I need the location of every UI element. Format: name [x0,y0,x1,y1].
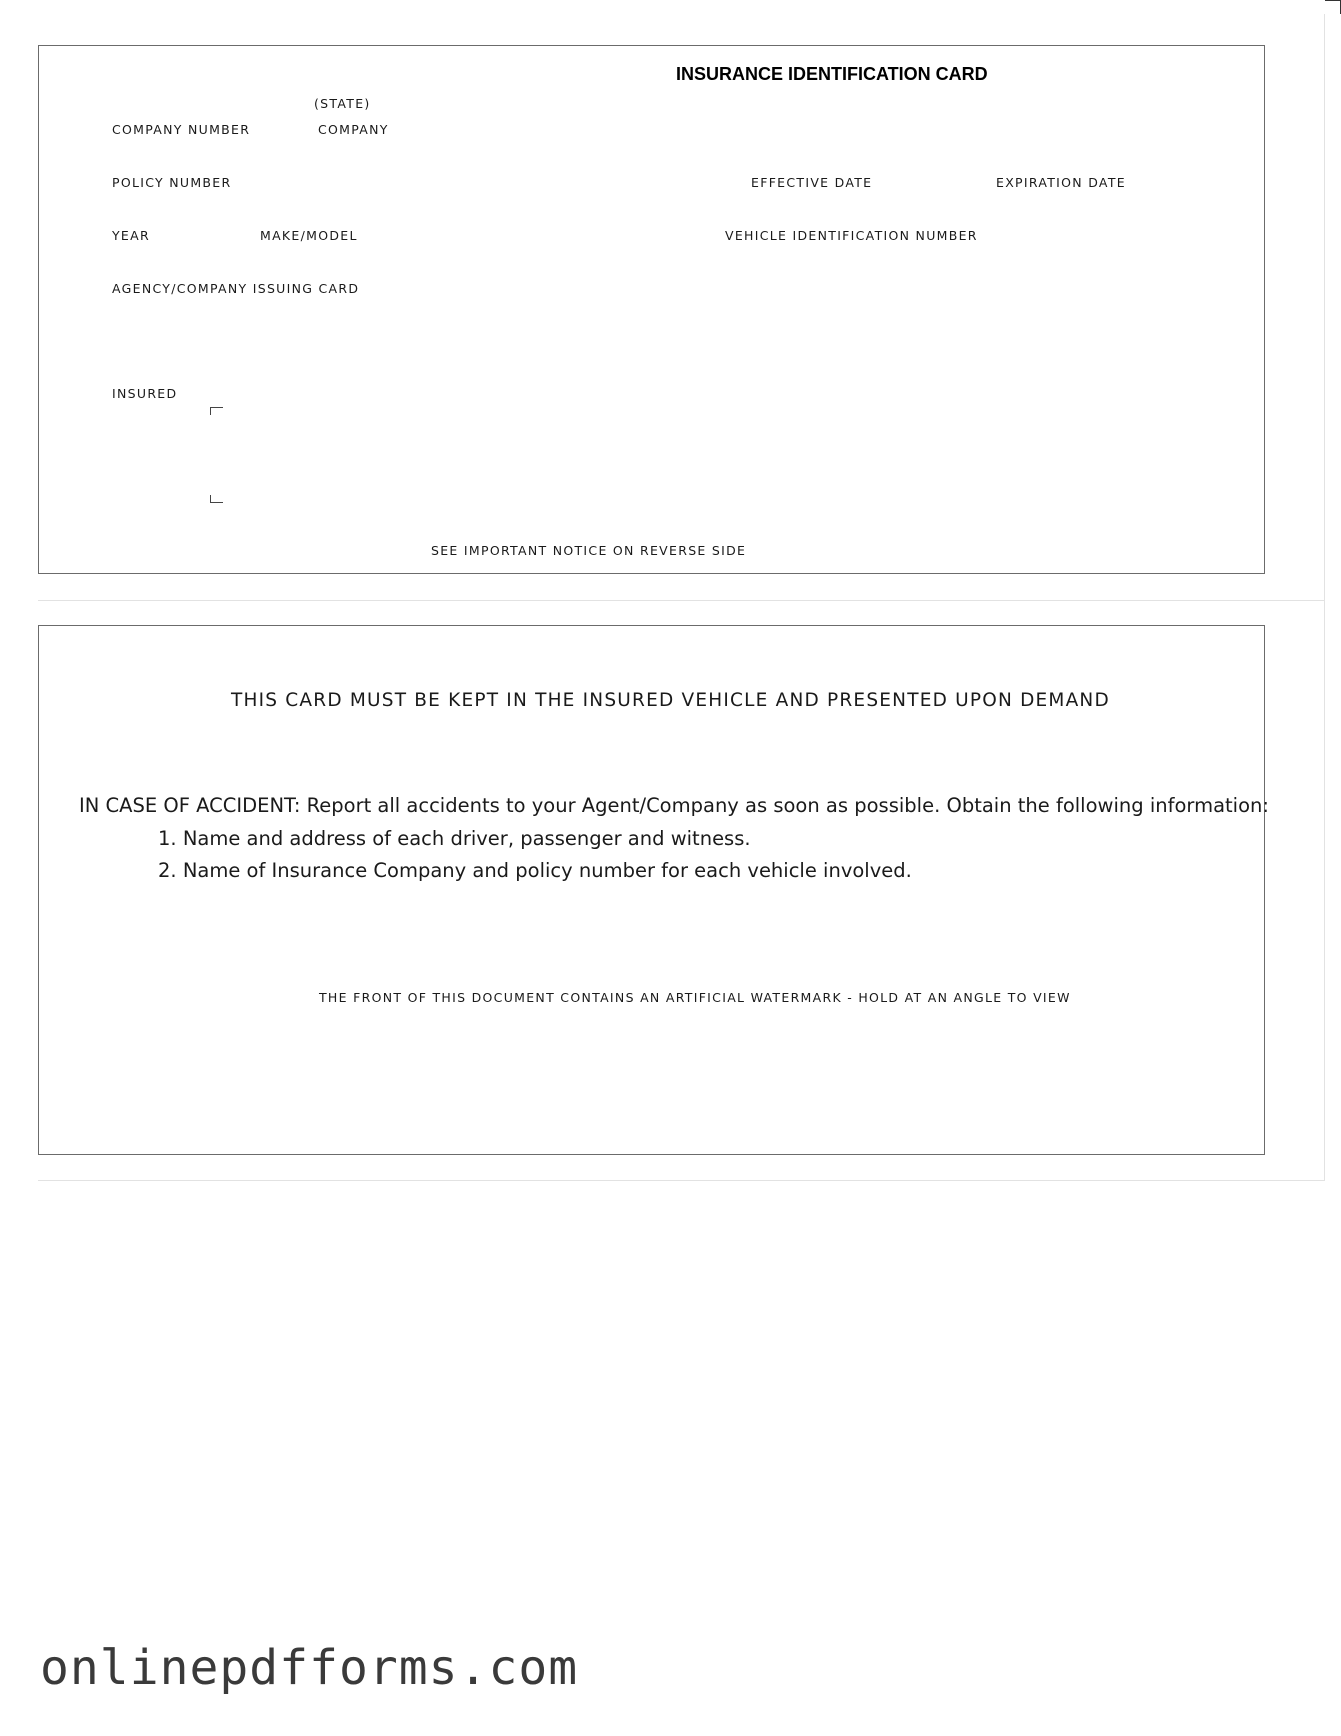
make-model-label: MAKE/MODEL [260,228,358,243]
keep-in-vehicle-notice: THIS CARD MUST BE KEPT IN THE INSURED VEHICLE AND PRESENTED UPON DEMAND [231,690,1110,711]
list-item-text: Name of Insurance Company and policy number for each vehicle involved. [182,859,912,882]
effective-date-label: EFFECTIVE DATE [751,175,873,190]
state-label: (STATE) [314,96,371,111]
vin-label: VEHICLE IDENTIFICATION NUMBER [725,228,978,243]
card-title: INSURANCE IDENTIFICATION CARD [676,64,988,84]
site-watermark: onlinepdfforms.com [40,1640,579,1696]
insured-label: INSURED [112,386,178,401]
company-number-label: COMPANY NUMBER [112,122,251,137]
insurance-card-back [38,625,1269,1155]
page-edge-line [1324,14,1325,1180]
list-item [158,827,751,850]
agency-label: AGENCY/COMPANY ISSUING CARD [112,281,360,296]
company-label: COMPANY [318,122,389,137]
address-window-bottom-corner [210,495,223,503]
expiration-date-label: EXPIRATION DATE [996,175,1126,190]
list-item-number: 2. [158,859,177,882]
list-item-number: 1. [158,827,177,850]
list-item [158,859,912,882]
address-window-top-corner [210,407,223,415]
accident-instructions: IN CASE OF ACCIDENT: Report all accidents to your Agent/Company as soon as possible. Obtain the following information: [79,794,1269,817]
card-separator [38,600,1325,601]
list-item-text: Name and address of each driver, passenger and witness. [182,827,751,850]
reverse-side-notice: SEE IMPORTANT NOTICE ON REVERSE SIDE [431,543,747,558]
card-separator [38,1180,1325,1181]
policy-number-label: POLICY NUMBER [112,175,232,190]
year-label: YEAR [112,228,150,243]
watermark-notice: THE FRONT OF THIS DOCUMENT CONTAINS AN ARTIFICIAL WATERMARK - HOLD AT AN ANGLE TO VIEW [319,990,1071,1005]
insurance-card-front [38,45,1265,574]
page-corner-mark [1325,0,1341,14]
